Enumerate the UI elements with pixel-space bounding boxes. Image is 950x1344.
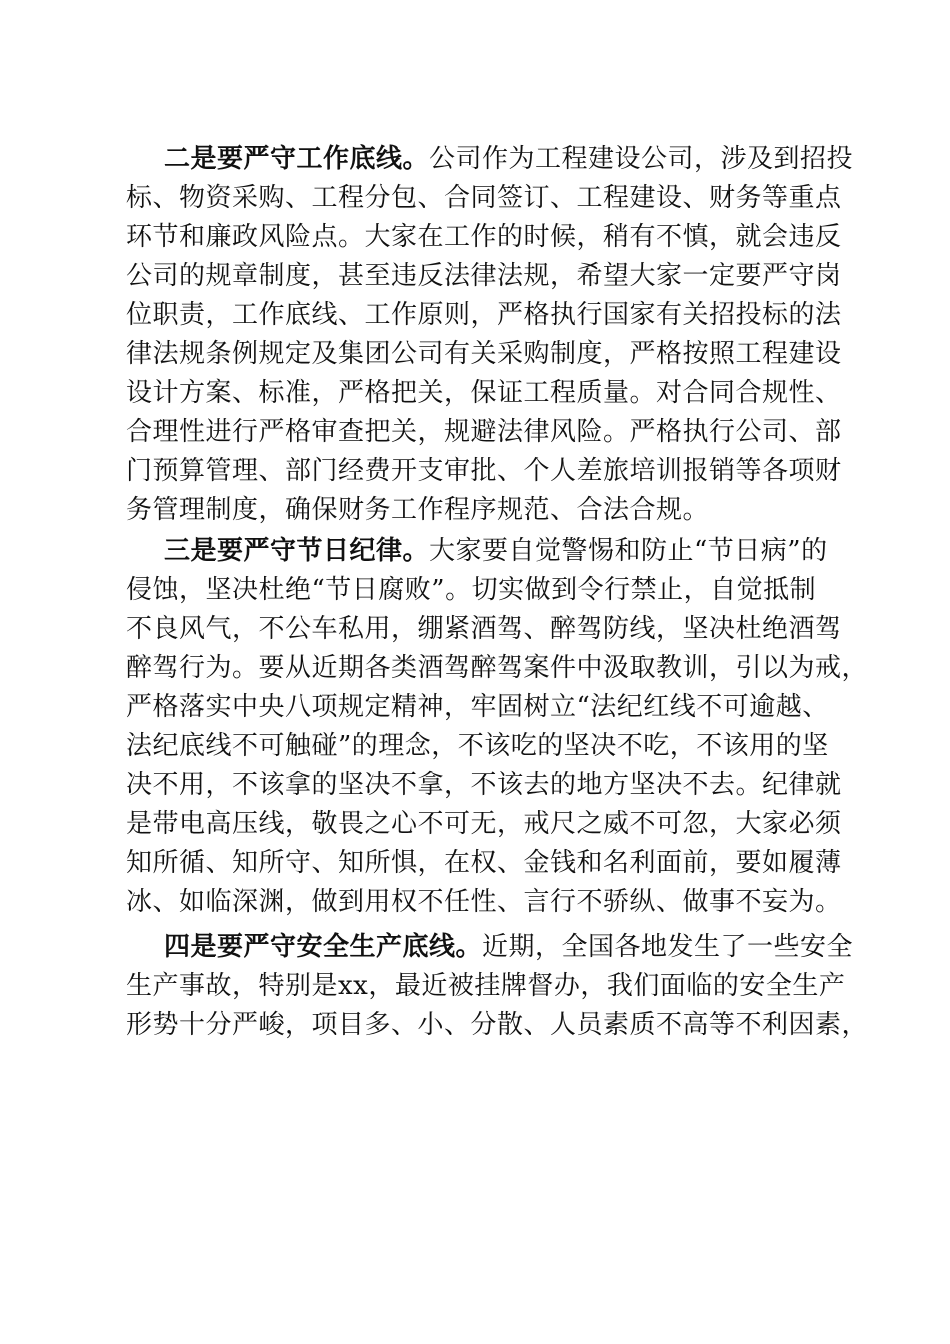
paragraph-line: 设计方案、标准，严格把关，保证工程质量。对合同合规性、 (126, 378, 842, 408)
paragraph-lead: 二是要严守工作底线。 (164, 144, 430, 174)
paragraph-line: 位职责，工作底线、工作原则，严格执行国家有关招投标的法 (126, 300, 842, 330)
paragraph-line: 决不用，不该拿的坚决不拿，不该去的地方坚决不去。纪律就 (126, 770, 842, 800)
paragraph-line: 律法规条例规定及集团公司有关采购制度，严格按照工程建设 (126, 339, 842, 369)
paragraph-line: 醉驾行为。要从近期各类酒驾醉驾案件中汲取教训，引以为戒， (126, 653, 869, 683)
paragraph-safety-bottom-line (126, 928, 869, 1045)
paragraph-line: 严格落实中央八项规定精神，牢固树立“法纪红线不可逾越、 (126, 692, 829, 722)
paragraph-work-bottom-line (126, 140, 864, 530)
paragraph-line: 冰、如临深渊，做到用权不任性、言行不骄纵、做事不妄为。 (126, 887, 842, 917)
paragraph-text: 近期，全国各地发生了一些安全 (482, 932, 854, 962)
paragraph-line: 形势十分严峻，项目多、小、分散、人员素质不高等不利因素， (126, 1010, 869, 1040)
paragraph-line: 是带电高压线，敬畏之心不可无，戒尺之威不可忽，大家必须 (126, 809, 842, 839)
paragraph-line: 标、物资采购、工程分包、合同签订、工程建设、财务等重点 (126, 183, 842, 213)
paragraph-text: 公司作为工程建设公司，涉及到招投 (429, 144, 854, 174)
paragraph-line: 生产事故，特别是xx，最近被挂牌督办，我们面临的安全生产 (126, 971, 846, 1001)
paragraph-lead: 四是要严守安全生产底线。 (164, 932, 483, 962)
paragraph-text: 大家要自觉警惕和防止“节日病”的 (429, 536, 828, 566)
paragraph-line: 不良风气，不公车私用，绷紧酒驾、醉驾防线，坚决杜绝酒驾 (126, 614, 842, 644)
paragraph-holiday-discipline (126, 532, 869, 922)
document-body (126, 140, 869, 1045)
paragraph-line (164, 140, 864, 179)
paragraph-line: 公司的规章制度，甚至违反法律法规，希望大家一定要严守岗 (126, 261, 842, 291)
paragraph-line: 务管理制度，确保财务工作程序规范、合法合规。 (126, 495, 710, 525)
paragraph-line (164, 532, 864, 571)
paragraph-line (164, 928, 864, 967)
paragraph-line: 合理性进行严格审查把关，规避法律风险。严格执行公司、部 (126, 417, 842, 447)
paragraph-line: 门预算管理、部门经费开支审批、个人差旅培训报销等各项财 (126, 456, 842, 486)
paragraph-line: 侵蚀，坚决杜绝“节日腐败”。切实做到令行禁止，自觉抵制 (126, 575, 817, 605)
paragraph-lead: 三是要严守节日纪律。 (164, 536, 430, 566)
paragraph-line: 知所循、知所守、知所惧，在权、金钱和名利面前，要如履薄 (126, 848, 842, 878)
paragraph-line: 法纪底线不可触碰”的理念，不该吃的坚决不吃，不该用的坚 (126, 731, 829, 761)
paragraph-line: 环节和廉政风险点。大家在工作的时候，稍有不慎，就会违反 (126, 222, 842, 252)
